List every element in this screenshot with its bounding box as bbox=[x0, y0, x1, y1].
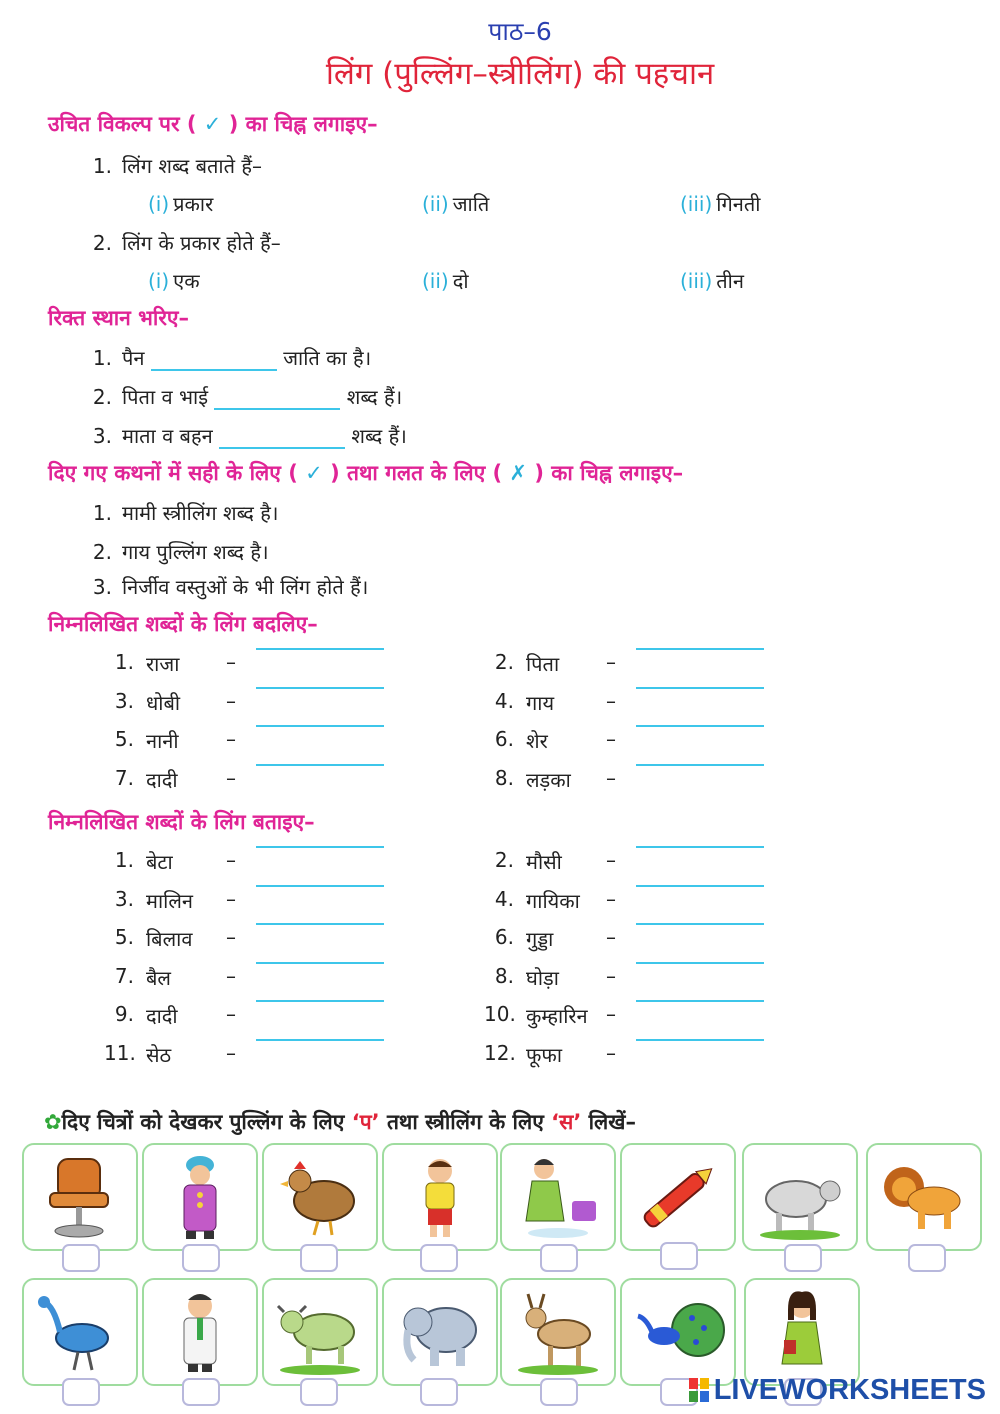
answer-box-lion[interactable] bbox=[908, 1244, 946, 1272]
doctor-picture bbox=[142, 1278, 258, 1386]
king-picture bbox=[142, 1143, 258, 1251]
item-number: 1. bbox=[114, 848, 134, 872]
item-number: 5. bbox=[114, 925, 134, 949]
word-row bbox=[484, 650, 784, 680]
section3-heading bbox=[48, 459, 683, 487]
word: गायिका bbox=[526, 888, 580, 913]
section1-heading bbox=[48, 110, 378, 138]
flower-bullet-icon: ✿ bbox=[44, 1110, 62, 1134]
answer-line-input[interactable] bbox=[256, 764, 384, 766]
item-number: 3. bbox=[92, 424, 112, 448]
word-row bbox=[484, 964, 784, 994]
option-number: (i) bbox=[148, 269, 170, 293]
fill-blank-1 bbox=[78, 344, 371, 371]
section6-heading-b: तथा स्त्रीलिंग के लिए bbox=[386, 1110, 544, 1134]
word: फूफा bbox=[526, 1042, 563, 1067]
word: धोबी bbox=[146, 690, 181, 715]
word: दादी bbox=[146, 767, 178, 792]
item-number: 2. bbox=[494, 650, 514, 674]
dash: – bbox=[226, 765, 236, 790]
sentence-after: शब्द हैं। bbox=[346, 385, 403, 409]
dash: – bbox=[606, 886, 616, 911]
word: नानी bbox=[146, 729, 179, 753]
question-text: लिंग शब्द बताते हैं– bbox=[122, 154, 262, 178]
item-number: 1. bbox=[92, 501, 112, 525]
cross-mark-icon: ✗ bbox=[509, 461, 528, 485]
word: बेटा bbox=[146, 850, 173, 874]
answer-line-input[interactable] bbox=[256, 923, 384, 925]
question-number: 1. bbox=[92, 154, 112, 178]
section6-heading bbox=[44, 1108, 636, 1136]
dash: – bbox=[606, 848, 616, 872]
section6-heading-a: दिए चित्रों को देखकर पुल्लिंग के लिए bbox=[61, 1110, 345, 1134]
p-mark: ‘प’ bbox=[351, 1110, 380, 1134]
pen-picture bbox=[620, 1143, 736, 1251]
item-number: 2. bbox=[92, 540, 112, 564]
section5-heading: निम्नलिखित शब्दों के लिंग बताइए– bbox=[48, 810, 315, 834]
item-number: 2. bbox=[494, 848, 514, 872]
statement-text: निर्जीव वस्तुओं के भी लिंग होते हैं। bbox=[122, 575, 369, 599]
liveworksheets-logo bbox=[689, 1374, 986, 1407]
word: मौसी bbox=[526, 850, 562, 874]
item-number: 6. bbox=[494, 925, 514, 949]
answer-box-doctor[interactable] bbox=[182, 1378, 220, 1406]
check-mark-icon: ✓ bbox=[203, 112, 222, 136]
answer-box-boy[interactable] bbox=[420, 1244, 458, 1272]
dash: – bbox=[226, 1040, 236, 1065]
answer-box-goat[interactable] bbox=[540, 1378, 578, 1406]
word: दादी bbox=[146, 1004, 178, 1028]
word-row bbox=[484, 727, 784, 757]
answer-line-input[interactable] bbox=[256, 725, 384, 727]
cow-picture bbox=[742, 1143, 858, 1251]
word-row bbox=[104, 650, 404, 680]
question-number: 2. bbox=[92, 231, 112, 255]
sentence-before: पिता व भाई bbox=[122, 385, 209, 409]
fill-blank-2 bbox=[78, 383, 402, 410]
answer-line-input[interactable] bbox=[636, 1039, 764, 1041]
mcq-question-2 bbox=[78, 229, 281, 256]
answer-line-input[interactable] bbox=[256, 687, 384, 689]
item-number: 8. bbox=[494, 963, 514, 988]
dash: – bbox=[226, 848, 236, 872]
dash: – bbox=[606, 925, 616, 949]
blank-input[interactable] bbox=[219, 441, 345, 449]
answer-line-input[interactable] bbox=[636, 687, 764, 689]
option-number: (iii) bbox=[680, 192, 713, 216]
answer-line-input[interactable] bbox=[636, 962, 764, 964]
word-row bbox=[104, 925, 404, 955]
mcq-question-1 bbox=[78, 152, 262, 179]
dash: – bbox=[226, 650, 236, 674]
blank-input[interactable] bbox=[151, 363, 277, 371]
word: कुम्हारिन bbox=[526, 1004, 588, 1028]
answer-box-pen[interactable] bbox=[660, 1242, 698, 1270]
answer-box-peahen[interactable] bbox=[62, 1378, 100, 1406]
option-text: तीन bbox=[716, 269, 744, 293]
mcq1-option-2[interactable] bbox=[422, 190, 489, 217]
lesson-number: पाठ–6 bbox=[488, 17, 552, 46]
dash: – bbox=[606, 650, 616, 674]
word: मालिन bbox=[146, 888, 193, 913]
statement-text: गाय पुल्लिंग शब्द है। bbox=[122, 540, 269, 564]
lesson-title: लिंग (पुल्लिंग–स्त्रीलिंग) की पहचान bbox=[325, 56, 715, 92]
item-number: 2. bbox=[92, 385, 112, 409]
word: गुड्डा bbox=[526, 927, 554, 951]
word: घोड़ा bbox=[526, 965, 559, 990]
answer-line-input[interactable] bbox=[636, 725, 764, 727]
word-row bbox=[104, 689, 404, 719]
option-number: (ii) bbox=[422, 269, 449, 293]
answer-line-input[interactable] bbox=[636, 885, 764, 887]
word-row bbox=[484, 925, 784, 955]
sentence-after: जाति का है। bbox=[283, 346, 372, 370]
answer-box-king[interactable] bbox=[182, 1244, 220, 1272]
section6-heading-c: लिखें– bbox=[588, 1110, 636, 1134]
word: गाय bbox=[526, 690, 555, 715]
statement-3[interactable] bbox=[78, 573, 368, 600]
section4-heading: निम्नलिखित शब्दों के लिंग बदलिए– bbox=[48, 612, 318, 636]
word-row bbox=[104, 964, 404, 994]
answer-line-input[interactable] bbox=[636, 648, 764, 650]
statement-text: मामी स्त्रीलिंग शब्द है। bbox=[122, 501, 279, 525]
option-text: एक bbox=[173, 269, 200, 293]
word-row bbox=[484, 848, 784, 878]
option-number: (i) bbox=[148, 192, 170, 216]
mcq2-option-2[interactable] bbox=[422, 267, 469, 294]
statement-2[interactable] bbox=[78, 538, 269, 565]
answer-box-chair[interactable] bbox=[62, 1244, 100, 1272]
answer-box-cow[interactable] bbox=[784, 1244, 822, 1272]
word-row bbox=[484, 887, 784, 917]
s-mark: ‘स’ bbox=[551, 1110, 582, 1134]
option-text: दो bbox=[452, 269, 469, 293]
dash: – bbox=[606, 688, 616, 713]
answer-box-elephant[interactable] bbox=[420, 1378, 458, 1406]
sentence-before: माता व बहन bbox=[122, 424, 213, 448]
item-number: 7. bbox=[114, 963, 134, 988]
answer-box-woman-washing[interactable] bbox=[540, 1244, 578, 1272]
section3-heading-c: ) का चिह्न लगाइए– bbox=[534, 461, 684, 485]
word-row bbox=[484, 766, 784, 796]
dash: – bbox=[226, 886, 236, 911]
dash: – bbox=[226, 688, 236, 713]
dash: – bbox=[606, 1040, 616, 1065]
check-mark-icon: ✓ bbox=[305, 461, 323, 485]
word-row bbox=[484, 689, 784, 719]
word-row bbox=[104, 1041, 404, 1071]
word: बैल bbox=[146, 965, 171, 990]
sentence-after: शब्द हैं। bbox=[351, 424, 407, 448]
answer-box-hen[interactable] bbox=[300, 1244, 338, 1272]
item-number: 8. bbox=[494, 765, 514, 790]
word: पिता bbox=[526, 652, 560, 676]
item-number: 9. bbox=[114, 1002, 134, 1026]
logo-text: LIVEWORKSHEETS bbox=[713, 1374, 986, 1406]
section1-heading-pre: उचित विकल्प पर ( bbox=[48, 112, 197, 136]
girl-picture bbox=[744, 1278, 860, 1386]
chair-picture bbox=[22, 1143, 138, 1251]
answer-line-input[interactable] bbox=[256, 885, 384, 887]
question-text: लिंग के प्रकार होते हैं– bbox=[122, 231, 281, 255]
section2-heading: रिक्त स्थान भरिए– bbox=[48, 306, 190, 330]
item-number: 1. bbox=[114, 650, 134, 674]
word-row bbox=[104, 727, 404, 757]
answer-line-input[interactable] bbox=[636, 846, 764, 848]
section3-heading-a: दिए गए कथनों में सही के लिए ( bbox=[48, 461, 298, 485]
item-number: 5. bbox=[114, 727, 134, 751]
blank-input[interactable] bbox=[214, 402, 340, 410]
ox-picture bbox=[262, 1278, 378, 1386]
answer-line-input[interactable] bbox=[636, 1000, 764, 1002]
dash: – bbox=[606, 765, 616, 790]
sentence-before: पैन bbox=[122, 346, 145, 370]
option-text: गिनती bbox=[716, 192, 761, 216]
item-number: 3. bbox=[114, 886, 134, 911]
item-number: 10. bbox=[484, 1002, 516, 1026]
option-text: प्रकार bbox=[173, 192, 214, 216]
word-row bbox=[104, 887, 404, 917]
option-text: जाति bbox=[452, 192, 490, 216]
option-number: (iii) bbox=[680, 269, 713, 293]
elephant-picture bbox=[382, 1278, 498, 1386]
item-number: 11. bbox=[104, 1040, 136, 1065]
peacock-picture bbox=[620, 1278, 736, 1386]
answer-box-ox[interactable] bbox=[300, 1378, 338, 1406]
mcq1-option-3[interactable] bbox=[680, 190, 760, 217]
item-number: 4. bbox=[494, 886, 514, 911]
section3-heading-b: ) तथा गलत के लिए ( bbox=[330, 461, 503, 485]
hen-picture bbox=[262, 1143, 378, 1251]
section1-heading-post: ) का चिह्न लगाइए– bbox=[228, 112, 378, 136]
item-number: 3. bbox=[114, 688, 134, 713]
word-row bbox=[104, 766, 404, 796]
logo-badge-icon bbox=[689, 1378, 711, 1404]
item-number: 1. bbox=[92, 346, 112, 370]
dash: – bbox=[606, 727, 616, 751]
boy-picture bbox=[382, 1143, 498, 1251]
answer-line-input[interactable] bbox=[256, 962, 384, 964]
answer-line-input[interactable] bbox=[256, 1000, 384, 1002]
woman-washing-picture bbox=[500, 1143, 616, 1251]
word: राजा bbox=[146, 652, 180, 676]
answer-line-input[interactable] bbox=[636, 923, 764, 925]
mcq2-option-3[interactable] bbox=[680, 267, 744, 294]
item-number: 6. bbox=[494, 727, 514, 751]
answer-line-input[interactable] bbox=[256, 846, 384, 848]
word-row bbox=[104, 848, 404, 878]
fill-blank-3 bbox=[78, 422, 407, 449]
item-number: 7. bbox=[114, 765, 134, 790]
item-number: 4. bbox=[494, 688, 514, 713]
dash: – bbox=[226, 1002, 236, 1026]
dash: – bbox=[606, 963, 616, 988]
word-row bbox=[484, 1041, 784, 1071]
dash: – bbox=[226, 727, 236, 751]
item-number: 3. bbox=[92, 575, 112, 599]
dash: – bbox=[226, 925, 236, 949]
answer-line-input[interactable] bbox=[256, 1039, 384, 1041]
statement-1[interactable] bbox=[78, 499, 278, 526]
answer-line-input[interactable] bbox=[256, 648, 384, 650]
word: सेठ bbox=[146, 1042, 172, 1067]
item-number: 12. bbox=[484, 1040, 516, 1065]
lion-picture bbox=[866, 1143, 982, 1251]
dash: – bbox=[606, 1002, 616, 1026]
word: शेर bbox=[526, 729, 548, 753]
word: लड़का bbox=[526, 767, 571, 792]
word-row bbox=[104, 1002, 404, 1032]
answer-line-input[interactable] bbox=[636, 764, 764, 766]
word: बिलाव bbox=[146, 927, 193, 951]
mcq2-option-1[interactable] bbox=[148, 267, 200, 294]
peahen-picture bbox=[22, 1278, 138, 1386]
dash: – bbox=[226, 963, 236, 988]
mcq1-option-1[interactable] bbox=[148, 190, 213, 217]
option-number: (ii) bbox=[422, 192, 449, 216]
goat-picture bbox=[500, 1278, 616, 1386]
word-row bbox=[484, 1002, 784, 1032]
